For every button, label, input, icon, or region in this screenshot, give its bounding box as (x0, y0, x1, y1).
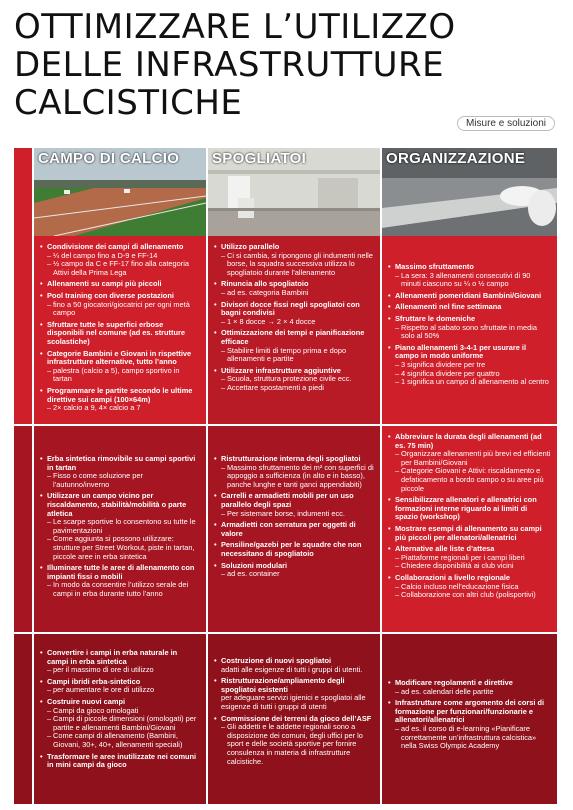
measure-detail: – Campi di piccole dimensioni (omologati) per partite e allenamenti Bambini/Giovani (47, 715, 200, 732)
measure-item (214, 455, 374, 489)
page-title (14, 8, 554, 122)
measure-item (388, 496, 551, 522)
measure-list (40, 455, 200, 599)
measure-item (388, 292, 551, 301)
measure-detail: – 3 significa dividere per tre (395, 361, 551, 370)
measure-item (40, 387, 200, 413)
measure-list (40, 649, 200, 770)
measure-item (388, 315, 551, 341)
column-header-field (34, 148, 206, 236)
title-line-3: CALCISTICHE (14, 83, 243, 123)
column-title-organization: ORGANIZZAZIONE (386, 150, 526, 167)
measure-detail: – 2× calcio a 9, 4× calcio a 7 (47, 404, 200, 413)
measure-detail: – ¼ del campo fino a D-9 e FF-14 (47, 252, 200, 261)
cell-short-organization (382, 236, 557, 424)
measure-item (214, 367, 374, 393)
column-header-locker (208, 148, 380, 236)
measure-detail: – Come campi di allenamento (Bambini, Giovani, 30+, 40+, allenamenti speciali) (47, 732, 200, 749)
cell-medium-field (34, 426, 206, 632)
measure-detail: – Accettare spostamenti a piedi (221, 384, 374, 393)
measure-detail: – Scuola, struttura protezione civile ecc. (221, 375, 374, 384)
column-header-organization (382, 148, 557, 236)
measure-list (214, 657, 374, 766)
cell-long-locker (208, 634, 380, 804)
measure-detail: – ad es. il corso di e-learning «Pianificare correttamente un’infrastruttura calcistica» nella Swiss Olympic Academy (395, 725, 551, 751)
measure-title: • Sfruttare tutte le superfici erbose disponibili nel comune (ad es. strutture scolastiche) (47, 319, 185, 346)
measure-item (40, 698, 200, 750)
measure-title: • Utilizzare infrastrutture aggiuntive (221, 365, 341, 375)
measure-list (214, 243, 374, 393)
measure-item (40, 649, 200, 675)
measure-detail: – Calcio incluso nell’educazione fisica (395, 583, 551, 592)
measure-title: • Modificare regolamenti e direttive (395, 678, 513, 687)
measure-detail: – La sera: 3 allenamenti consecutivi di 90 minuti ciascuno su ¼ o ½ campo (395, 272, 551, 289)
measure-item (40, 455, 200, 489)
measure-item (40, 292, 200, 318)
measure-title: • Utilizzare un campo vicino per riscaldamento, stabilità/mobilità o parte atletica (47, 491, 187, 518)
measure-item (388, 303, 551, 312)
measure-list (388, 433, 551, 600)
measure-title: • Pool training con diverse postazioni (47, 290, 174, 300)
measure-item (40, 492, 200, 561)
measure-detail: – per il massimo di ore di utilizzo (47, 666, 200, 675)
measure-item (214, 657, 374, 674)
measure-title: • Utilizzo parallelo (221, 242, 280, 251)
measure-detail: – Piattaforme regionali per i campi liberi (395, 554, 551, 563)
measure-title: • Illuminare tutte le aree di allenamento con impianti fissi o mobili (47, 563, 195, 581)
measure-detail: – Campi da gioco omologati (47, 707, 200, 716)
measure-item (214, 301, 374, 327)
section-badge: Misure e soluzioni (457, 116, 555, 131)
measure-title: • Carrelli e armadietti mobili per un uso parallelo degli spazi (221, 491, 354, 509)
measure-item (214, 715, 374, 767)
measure-title: • Ristrutturazione interna degli spogliatoi (221, 454, 361, 463)
measure-item (40, 321, 200, 347)
measure-item (40, 350, 200, 384)
cell-long-organization (382, 634, 557, 804)
measure-title: • Abbreviare la durata degli allenamenti (ad es. 75 min) (395, 432, 542, 450)
measure-description: per adeguare servizi igienici e spogliatoi alle esigenze di tutti i gruppi di utenti (221, 693, 366, 711)
measure-title: • Armadietti con serratura per oggetti di valore (221, 520, 356, 538)
measure-detail: – Fisso o come soluzione per l’autunno/inverno (47, 472, 200, 489)
measure-detail: – fino a 50 giocatori/giocatrici per ogni metà campo (47, 301, 200, 318)
measure-item (214, 541, 374, 558)
measure-detail: – palestra (calcio a 5), campo sportivo in tartan (47, 367, 200, 384)
measure-detail: – per aumentare le ore di utilizzo (47, 686, 200, 695)
measure-item (388, 545, 551, 571)
measure-item (40, 280, 200, 289)
measure-title: • Allenamenti nel fine settimana (395, 302, 502, 312)
measure-item (214, 492, 374, 518)
measure-list (214, 455, 374, 579)
measure-title: • Piano allenamenti 3-4-1 per usurare il campo in modo uniforme (395, 342, 527, 361)
measure-item (388, 433, 551, 493)
measure-detail: – ad es. categoria Bambini (221, 289, 374, 298)
measure-detail: – ½ campo da C e FF-17 fino alla categoria Attivi della Prima Lega (47, 260, 200, 277)
measure-item (214, 280, 374, 297)
measure-detail: – Stabilire limiti di tempo prima e dopo allenamenti e partite (221, 347, 374, 364)
measure-detail: – Massimo sfruttamento dei m² con superfici di appoggio a sufficienza (in alto e in basso), panche lunghe e tanti ganci appendiabiti) (221, 464, 374, 490)
measure-title: • Categorie Bambini e Giovani in rispettive infrastrutture alternative, tutto l’anno (47, 348, 192, 367)
measure-item (388, 679, 551, 696)
measure-detail: – ad es. container (221, 570, 374, 579)
cell-short-field (34, 236, 206, 424)
measure-title: • Soluzioni modulari (221, 560, 288, 570)
measure-item (214, 677, 374, 711)
measure-item (40, 564, 200, 598)
measure-title: • Ristrutturazione/ampliamento degli spogliatoi esistenti (221, 676, 345, 694)
measure-title: • Alternative alle liste d’attesa (395, 544, 495, 554)
measure-item (214, 521, 374, 538)
measure-detail: – Categorie Giovani e Attivi: riscaldamento e defaticamento a bordo campo o su aree più piccole (395, 467, 551, 493)
cell-medium-organization (382, 426, 557, 632)
row-label-medium: A MEDIO TERMINE (14, 426, 32, 632)
measure-title: • Mostrare esempi di allenamento su campi più piccoli per allenatori/allenatrici (395, 523, 542, 542)
measure-title: • Sfruttare le domeniche (395, 313, 476, 323)
measure-detail: – Collaborazione con altri club (polisportivi) (395, 591, 551, 600)
measure-title: • Commissione dei terreni da gioco dell’ASF (221, 713, 372, 723)
measure-detail: – 1 significa un campo di allenamento al centro (395, 378, 551, 387)
measure-list (40, 243, 200, 413)
measure-item (214, 243, 374, 277)
measure-title: • Erba sintetica rimovibile su campi sportivi in tartan (47, 454, 196, 472)
measure-item (388, 263, 551, 289)
measure-item (388, 344, 551, 387)
title-line-1: OTTIMIZZARE L’UTILIZZO (14, 7, 456, 47)
cell-long-field (34, 634, 206, 804)
measure-title: • Collaborazioni a livello regionale (395, 572, 510, 582)
measure-title: • Sensibilizzare allenatori e allenatrici con formazioni interne riguardo ai limiti di spazio (workshop) (395, 495, 537, 522)
measure-detail: – ad es. calendari delle partite (395, 688, 551, 697)
measure-item (388, 525, 551, 542)
measure-title: • Condivisione dei campi di allenamento (47, 242, 184, 251)
measure-detail: – Ci si cambia, si ripongono gli indumenti nelle borse, la squadra successiva utilizza lo spogliatoio durante l’allenamento (221, 252, 374, 278)
measure-title: • Infrastrutture come argomento dei corsi di formazione per funzionari/funzionarie e allenatori/allenatrici (395, 698, 545, 725)
measure-title: • Rinuncia allo spogliatoio (221, 279, 309, 289)
measure-title: • Massimo sfruttamento (395, 262, 474, 271)
measure-detail: – Organizzare allenamenti più brevi ed efficienti per Bambini/Giovani (395, 450, 551, 467)
measure-title: • Allenamenti pomeridiani Bambini/Giovani (395, 290, 542, 300)
measure-item (40, 678, 200, 695)
measure-list (388, 263, 551, 387)
measure-detail: – Chiedere disponibilità ai club vicini (395, 562, 551, 571)
measure-title: • Costruzione di nuovi spogliatoi (221, 656, 332, 665)
measure-detail: – Rispetto al sabato sono sfruttate in media solo al 50% (395, 324, 551, 341)
measure-title: • Costruire nuovi campi (47, 696, 126, 706)
column-title-locker: SPOGLIATOI (212, 150, 307, 167)
cell-medium-locker (208, 426, 380, 632)
measure-item (388, 699, 551, 751)
measure-detail: – Come aggiunta si possono utilizzare: strutture per Street Workout, piste in tartan, piccole aree in erba sintetica (47, 535, 200, 561)
measure-title: • Allenamenti su campi più piccoli (47, 279, 162, 289)
title-line-2: DELLE INFRASTRUTTURE (14, 45, 445, 85)
measure-title: • Campi ibridi erba-sintetico (47, 676, 141, 686)
measure-title: • Divisori docce fissi negli spogliatoi con bagni condivisi (221, 299, 360, 318)
measure-detail: – 4 significa dividere per quattro (395, 370, 551, 379)
measure-detail: – 1 × 8 docce → 2 × 4 docce (221, 318, 374, 327)
measure-title: • Programmare le partite secondo le ultime direttive sui campi (100×64m) (47, 385, 193, 404)
measure-title: • Trasformare le aree inutilizzate nei comuni in mini campi da gioco (47, 751, 197, 770)
row-label-short: A BREVE TERMINE (14, 148, 32, 424)
measure-title: • Pensiline/gazebi per le squadre che non necessitano di spogliatoio (221, 540, 362, 558)
measure-title: • Ottimizzazione dei tempi e pianificazione efficace (221, 328, 365, 346)
cell-short-locker (208, 236, 380, 424)
measure-item (388, 574, 551, 600)
measure-item (214, 562, 374, 579)
column-title-field: CAMPO DI CALCIO (38, 150, 180, 167)
measure-item (214, 329, 374, 363)
measure-item (40, 243, 200, 277)
measure-detail: – In modo da consentire l’utilizzo serale dei campi in erba durante tutto l’anno (47, 581, 200, 598)
measure-detail: – Per sistemare borse, indumenti ecc. (221, 510, 374, 519)
measure-item (40, 753, 200, 770)
measure-detail: – Gli addetti e le addette regionali sono a disposizione dei comuni, degli uffici per lo sport e delle società sportive per fornire consulenza in materia di infrastrutture calcistiche. (221, 723, 374, 766)
measure-description: adatti alle esigenze di tutti i gruppi di utenti. (221, 664, 363, 674)
row-label-long: A LUNGO TERMINE (14, 634, 32, 804)
measure-title: • Convertire i campi in erba naturale in campi in erba sintetica (47, 648, 178, 666)
measure-list (388, 679, 551, 751)
measure-detail: – Le scarpe sportive lo consentono su tutte le pavimentazioni (47, 518, 200, 535)
